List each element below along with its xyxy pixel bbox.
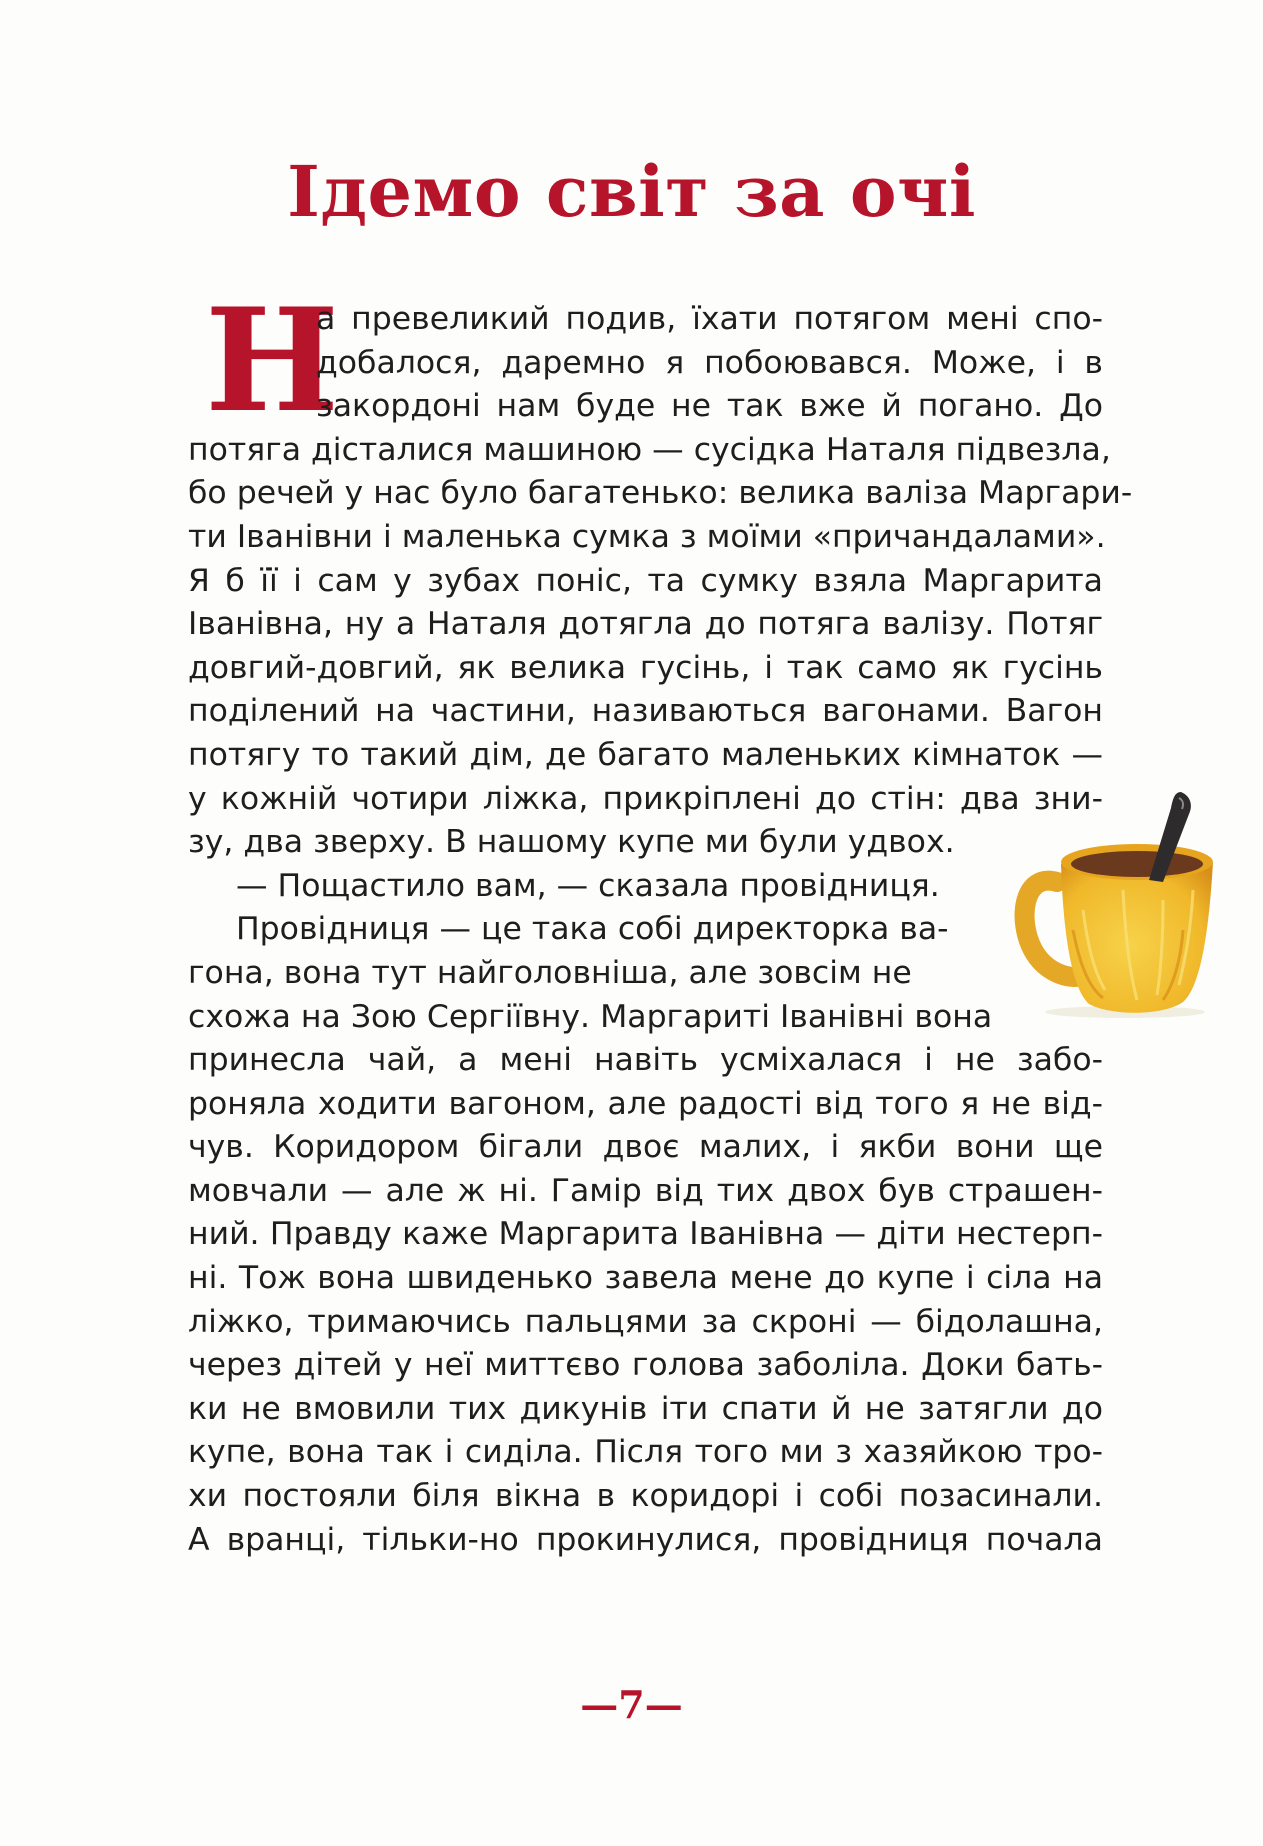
text-line: гона, вона тут найголовніша, але зовсім не <box>188 954 912 991</box>
text-line: принесла чай, а мені навіть усміхалася і не забо- <box>188 1042 1103 1079</box>
text-line: бо речей у нас було багатенько: велика валіза Маргари- <box>188 475 1133 512</box>
text-line: добалося, даремно я побоювався. Може, і в <box>316 344 1103 381</box>
text-line: Я б її і сам у зубах поніс, та сумку взяла Маргарита <box>188 562 1103 599</box>
svg-text:Н: Н <box>204 278 340 444</box>
text-line: — Пощастило вам, — сказала провідниця. <box>236 867 940 904</box>
text-line: зу, два зверху. В нашому купе ми були удвох. <box>188 824 955 861</box>
body-text <box>188 298 1133 1562</box>
text-line: у кожній чотири ліжка, прикріплені до стін: два зни- <box>188 780 1103 817</box>
page-number: —7— <box>580 1682 683 1727</box>
text-line: потяга дісталися машиною — сусідка Наталя підвезла, <box>188 431 1111 468</box>
text-line: а превеликий подив, їхати потягом мені спо- <box>316 301 1103 337</box>
text-line: хи постояли біля вікна в коридорі і собі позасинали. <box>188 1478 1103 1515</box>
text-line: Іванівна, ну а Наталя дотягла до потяга валізу. Потяг <box>188 606 1103 643</box>
text-line: ки не вмовили тих дикунів іти спати й не затягли до <box>188 1390 1103 1427</box>
text-line: через дітей у неї миттєво голова заболіла. Доки бать- <box>188 1347 1103 1384</box>
tea-cup-illustration <box>1013 790 1223 1020</box>
text-line: А вранці, тільки-но прокинулися, провідниця почала <box>188 1521 1103 1558</box>
text-line: ний. Правду каже Маргарита Іванівна — діти нестерп- <box>188 1216 1103 1253</box>
text-line: ти Іванівни і маленька сумка з моїми «причандалами». <box>188 518 1106 555</box>
text-line: чув. Коридором бігали двоє малих, і якби вони ще <box>188 1129 1103 1166</box>
text-line: закордоні нам буде не так вже й погано. До <box>316 388 1103 425</box>
text-line: Провідниця — це така собі директорка ва- <box>236 911 949 948</box>
text-line: купе, вона так і сиділа. Після того ми з хазяйкою тро- <box>188 1434 1103 1471</box>
text-line: схожа на Зою Сергіївну. Маргариті Іванівні вона <box>188 998 993 1035</box>
text-line: роняла ходити вагоном, але радості від того я не від- <box>188 1085 1103 1122</box>
text-line: довгий-довгий, як велика гусінь, і так само як гусінь <box>188 649 1103 686</box>
text-line: потягу то такий дім, де багато маленьких кімнаток — <box>188 736 1103 773</box>
text-line: ліжко, тримаючись пальцями за скроні — бідолашна, <box>188 1303 1103 1340</box>
text-line: мовчали — але ж ні. Гамір від тих двох був страшен- <box>188 1172 1103 1209</box>
page-title: Ідемо світ за очі <box>287 150 976 233</box>
text-line: ні. Тож вона швиденько завела мене до купе і сіла на <box>188 1260 1103 1297</box>
text-line: поділений на частини, називаються вагонами. Вагон <box>188 693 1103 730</box>
